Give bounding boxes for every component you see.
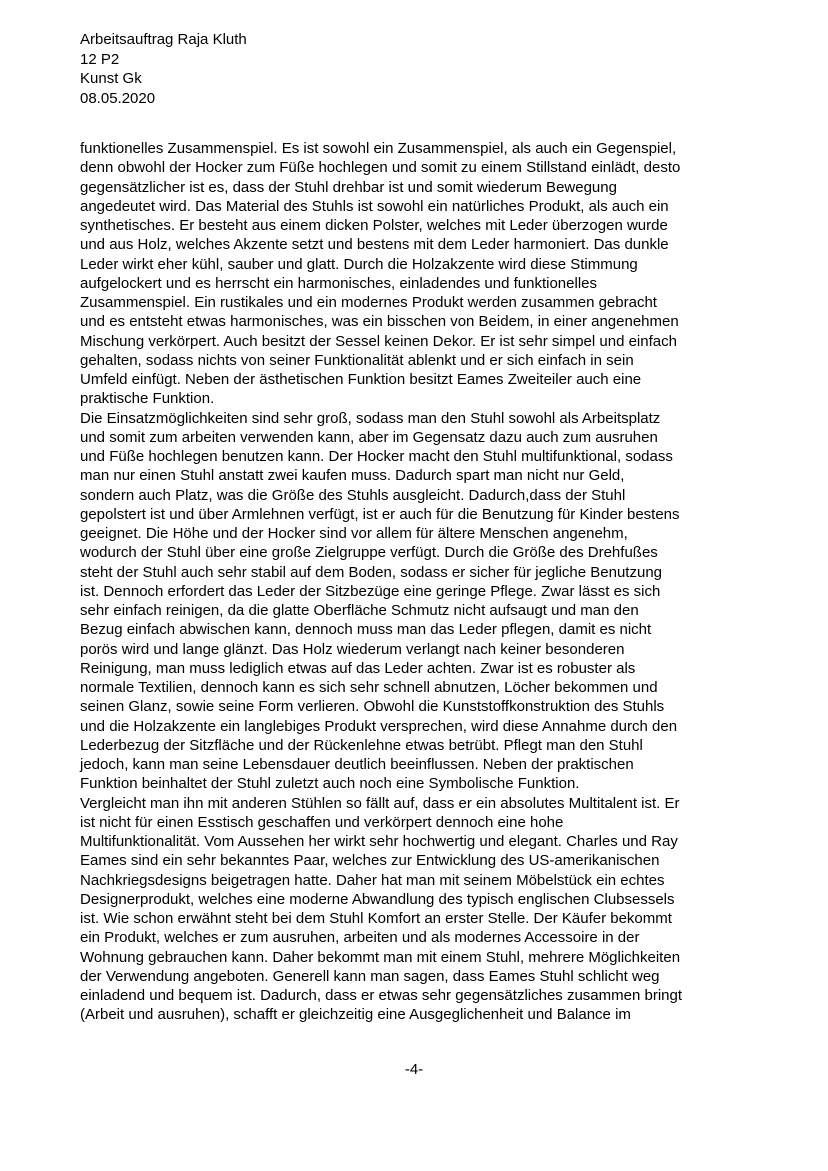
text-line: funktionelles Zusammenspiel. Es ist sowohl ein Zusammenspiel, als auch ein Gegenspiel,	[80, 140, 677, 157]
text-line: und somit zum arbeiten verwenden kann, aber im Gegensatz dazu auch zum ausruhen	[80, 428, 658, 446]
text-line: Wohnung gebrauchen kann. Daher bekommt man mit einem Stuhl, mehrere Möglichkeiten	[80, 948, 681, 966]
text-line: gegensätzlicher ist es, dass der Stuhl drehbar ist und somit wiederum Bewegung	[80, 178, 617, 196]
text-line: Eames sind ein sehr bekanntes Paar, welches zur Entwicklung des US-amerikanischen	[80, 852, 660, 870]
page-number: -4-	[404, 1061, 424, 1078]
text-line: Bezug einfach abwischen kann, dennoch muss man das Leder pflegen, damit es nicht	[80, 621, 652, 639]
text-line: Umfeld einfügt. Neben der ästhetischen Funktion besitzt Eames Zweiteiler auch eine	[80, 371, 642, 388]
text-line: Multifunktionalität. Vom Aussehen her wirkt sehr hochwertig und elegant. Charles und Ray	[80, 833, 678, 850]
text-line: und aus Holz, welches Akzente setzt und bestens mit dem Leder harmoniert. Das dunkle	[80, 236, 669, 254]
text-line: man nur einen Stuhl anstatt zwei kaufen muss. Dadurch spart man nicht nur Geld,	[80, 467, 625, 485]
body-text	[80, 139, 760, 1025]
text-line: jedoch, kann man seine Lebensdauer deutlich beeinflussen. Neben der praktischen	[80, 756, 634, 773]
text-line: der Verwendung angeboten. Generell kann man sagen, dass Eames Stuhl schlicht weg	[80, 967, 660, 985]
text-line: wodurch der Stuhl über eine große Zielgruppe verfügt. Durch die Größe des Drehfußes	[80, 544, 658, 562]
text-line: (Arbeit und ausruhen), schafft er gleichzeitig eine Ausgeglichenheit und Balance im	[80, 1006, 631, 1024]
text-line: Zusammenspiel. Ein rustikales und ein modernes Produkt werden zusammen gebracht	[80, 294, 657, 311]
text-line: angedeutet wird. Das Material des Stuhls ist sowohl ein natürliches Produkt, als auch ein	[80, 197, 669, 215]
text-line: Leder wirkt eher kühl, sauber und glatt. Durch die Holzakzente wird diese Stimmung	[80, 255, 638, 273]
text-line: gepolstert ist und über Armlehnen verfügt, ist er auch für die Benutzung für Kinder bestens	[80, 505, 680, 523]
text-line: Mischung verkörpert. Auch besitzt der Sessel keinen Dekor. Er ist sehr simpel und einfach	[80, 332, 677, 350]
text-line: und Füße hochlegen benutzen kann. Der Hocker macht den Stuhl multifunktional, sodass	[80, 448, 673, 465]
text-line: denn obwohl der Hocker zum Füße hochlegen und somit zu einem Stillstand einlädt, desto	[80, 159, 681, 177]
text-line: Vergleicht man ihn mit anderen Stühlen so fällt auf, dass er ein absolutes Multitalent ist. Er	[80, 794, 680, 812]
text-line: steht der Stuhl auch sehr stabil auf dem Boden, sodass er sicher für jegliche Benutzung	[80, 563, 663, 581]
text-line: und es entsteht etwas harmonisches, was ein bisschen von Beidem, in einer angenehmen	[80, 313, 679, 331]
text-line: Die Einsatzmöglichkeiten sind sehr groß, sodass man den Stuhl sowohl als Arbeitsplatz	[80, 409, 661, 427]
text-line: ist. Dennoch erfordert das Leder der Sitzbezüge eine geringe Pflege. Zwar lässt es sich	[80, 582, 661, 600]
text-line: aufgelockert und es herrscht ein harmonisches, einladendes und funktionelles	[80, 274, 597, 292]
text-line: ein Produkt, welches er zum ausruhen, arbeiten und als modernes Accessoire in der	[80, 929, 640, 947]
text-line: ist. Wie schon erwähnt steht bei dem Stuhl Komfort an erster Stelle. Der Käufer bekommt	[80, 910, 672, 927]
text-line: synthetisches. Er besteht aus einem dicken Polster, welches mit Leder überzogen wurde	[80, 217, 668, 234]
text-line: sehr einfach reinigen, da die glatte Oberfläche Schmutz nicht aufsaugt und man den	[80, 602, 639, 619]
text-line: sondern auch Platz, was die Größe des Stuhls ausgleicht. Dadurch,dass der Stuhl	[80, 486, 626, 504]
text-line: Nachkriegsdesigns beigetragen hatte. Daher hat man mit seinem Möbelstück ein echtes	[80, 871, 665, 889]
course-label: Kunst Gk	[80, 70, 142, 87]
text-line: gehalten, sodass nichts von seiner Funktionalität ablenkt und er sich einfach in sein	[80, 351, 634, 369]
text-line: Reinigung, man muss lediglich etwas auf das Leder achten. Zwar ist es robuster als	[80, 659, 636, 677]
date-label: 08.05.2020	[80, 89, 156, 107]
text-line: seinen Glanz, sowie seine Form verlieren. Obwohl die Kunststoffkonstruktion des Stuhls	[80, 698, 665, 716]
document-title: Arbeitsauftrag Raja Kluth	[80, 31, 247, 48]
text-line: Designerprodukt, welches eine moderne Abwandlung des typisch englischen Clubsessels	[80, 890, 675, 908]
text-line: Funktion beinhaltet der Stuhl zuletzt auch noch eine Symbolische Funktion.	[80, 775, 580, 793]
text-line: normale Textilien, dennoch kann es sich sehr schnell abnutzen, Löcher bekommen und	[80, 679, 658, 696]
text-line: ist nicht für einen Esstisch geschaffen und verkörpert dennoch eine hohe	[80, 813, 564, 831]
document-header	[80, 30, 247, 108]
text-line: einladend und bequem ist. Dadurch, dass er etwas sehr gegensätzliches zusammen bringt	[80, 987, 683, 1004]
class-label: 12 P2	[80, 50, 120, 68]
text-line: und die Holzakzente ein langlebiges Produkt versprechen, wird diese Annahme durch den	[80, 717, 678, 735]
text-line: geeignet. Die Höhe und der Hocker sind vor allem für ältere Menschen angenehm,	[80, 525, 628, 542]
text-line: Lederbezug der Sitzfläche und der Rückenlehne etwas betrübt. Pflegt man den Stuhl	[80, 736, 643, 754]
text-line: praktische Funktion.	[80, 390, 215, 408]
text-line: porös wird und lange glänzt. Das Holz wiederum verlangt nach keiner besonderen	[80, 640, 625, 658]
